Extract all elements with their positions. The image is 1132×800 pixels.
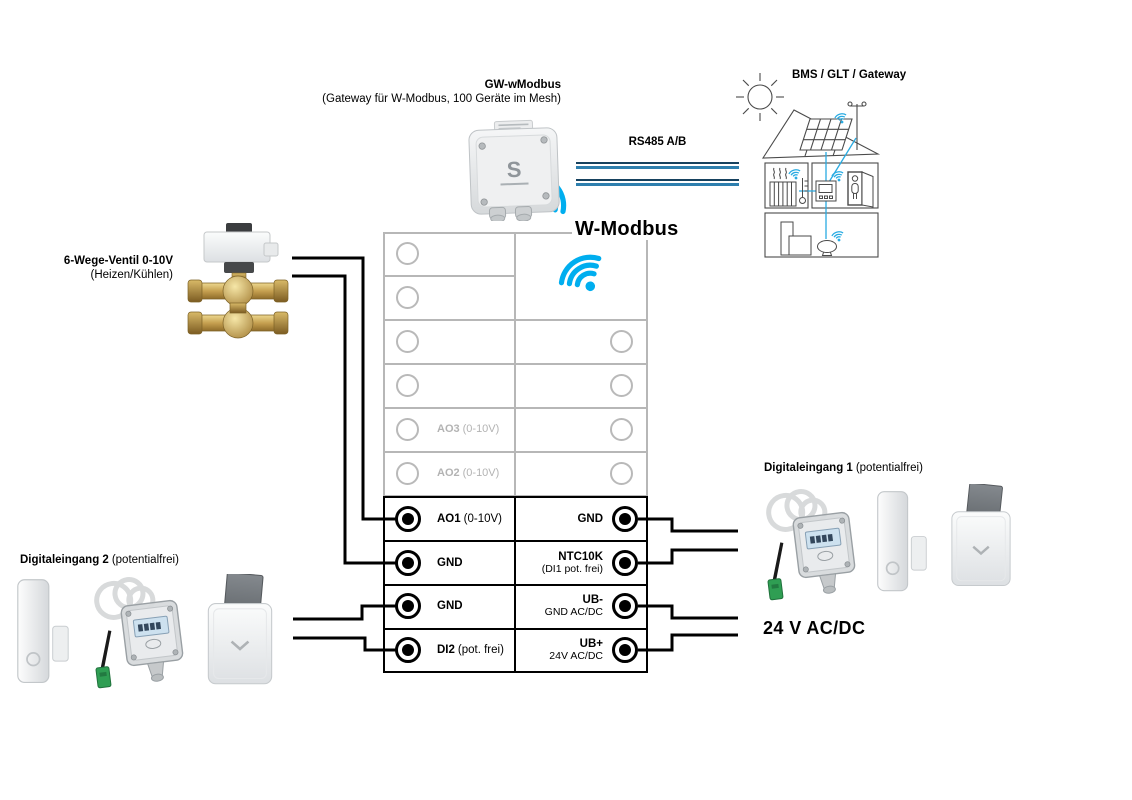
inactive-terminal (396, 374, 419, 397)
inactive-terminal (610, 374, 633, 397)
inactive-row-divider-5 (385, 451, 646, 453)
terminal-gnd-2 (395, 593, 421, 619)
inactive-row-divider-1 (385, 275, 514, 277)
terminal-ao1 (395, 506, 421, 532)
terminal-ub-plus (612, 637, 638, 663)
terminal-label-ntc10k: NTC10K (DI1 pot. frei) (541, 551, 603, 575)
probe-clip (96, 667, 111, 688)
wire-ub-minus (638, 606, 738, 618)
rs485-line-b (576, 179, 739, 186)
inactive-terminal (396, 418, 419, 441)
digital-input-2-caption: Digitaleingang 2 (potentialfrei) (20, 554, 179, 566)
active-row-divider-1 (385, 540, 646, 542)
bms-label: BMS / GLT / Gateway (792, 69, 907, 81)
inactive-terminal (610, 330, 633, 353)
door-with-person-icon (848, 172, 873, 207)
terminal-ub-minus (612, 593, 638, 619)
gateway-title: GW-wModbus (484, 79, 561, 91)
thermostat-icon (816, 181, 836, 201)
inactive-row-divider-4 (385, 407, 646, 409)
inactive-row-divider-2 (385, 319, 646, 321)
di1-counter-image (756, 482, 858, 606)
terminal-label-gnd-1: GND (437, 557, 463, 569)
terminal-label-ao3: AO3 (0-10V) (437, 423, 500, 435)
rs485-line-a (576, 162, 739, 169)
terminal-gnd-right (612, 506, 638, 532)
valve-title: 6-Wege-Ventil 0-10V (63, 255, 173, 267)
di1-keycard-switch-image (948, 484, 1014, 590)
valve-body (188, 276, 288, 338)
inactive-terminal (396, 462, 419, 485)
active-row-divider-3 (385, 628, 646, 630)
di2-counter-image (84, 570, 186, 694)
gateway-subtitle: (Gateway für W-Modbus, 100 Geräte im Mesh) (322, 92, 561, 105)
di2-door-contact-image (12, 574, 74, 694)
wire-gnd-to-di1 (638, 519, 738, 531)
wire-ntc10k-to-di1 (638, 550, 738, 563)
terminal-label-ao2: AO2 (0-10V) (437, 467, 500, 479)
di1-door-contact-image (870, 488, 934, 600)
inactive-row-divider-3 (385, 363, 646, 365)
di2-keycard-switch-image (204, 574, 276, 688)
valve-image (186, 221, 290, 343)
gateway-logo: S (506, 156, 522, 183)
terminal-label-ao1: AO1 (0-10V) (437, 513, 503, 525)
bms-house-illustration (723, 60, 885, 262)
inactive-terminal (396, 242, 419, 265)
wire-ub-plus (638, 635, 738, 650)
digital-input-1-caption: Digitaleingang 1 (potentialfrei) (764, 462, 923, 474)
inactive-terminal (610, 462, 633, 485)
inactive-terminal (396, 330, 419, 353)
terminal-di2 (395, 637, 421, 663)
wmodbus-label: W-Modbus (572, 219, 681, 240)
rs485-label: RS485 A/B (628, 136, 687, 148)
valve-subtitle: (Heizen/Kühlen) (90, 268, 173, 281)
terminal-label-gnd-right: GND (577, 513, 603, 525)
terminal-label-di2: DI2 (pot. frei) (437, 644, 504, 656)
terminal-gnd-1 (395, 550, 421, 576)
probe-needle (767, 542, 788, 585)
probe-needle (95, 630, 116, 673)
wire-di2-to-di2 (293, 638, 396, 650)
gateway-device-image (464, 117, 564, 221)
valve-caption (40, 255, 173, 282)
wire-di2-to-gnd (293, 606, 396, 619)
terminal-label-ub-minus: UB- GND AC/DC (544, 594, 603, 618)
probe-clip (768, 579, 783, 600)
active-row-divider-2 (385, 584, 646, 586)
inactive-terminal (396, 286, 419, 309)
terminal-label-ub-plus: UB+ 24V AC/DC (549, 638, 603, 662)
power-supply-label: 24 V AC/DC (763, 618, 866, 638)
terminal-label-gnd-2: GND (437, 600, 463, 612)
terminal-ntc10k (612, 550, 638, 576)
gateway-caption (299, 79, 561, 106)
sun-icon (736, 73, 784, 121)
inactive-terminal (610, 418, 633, 441)
